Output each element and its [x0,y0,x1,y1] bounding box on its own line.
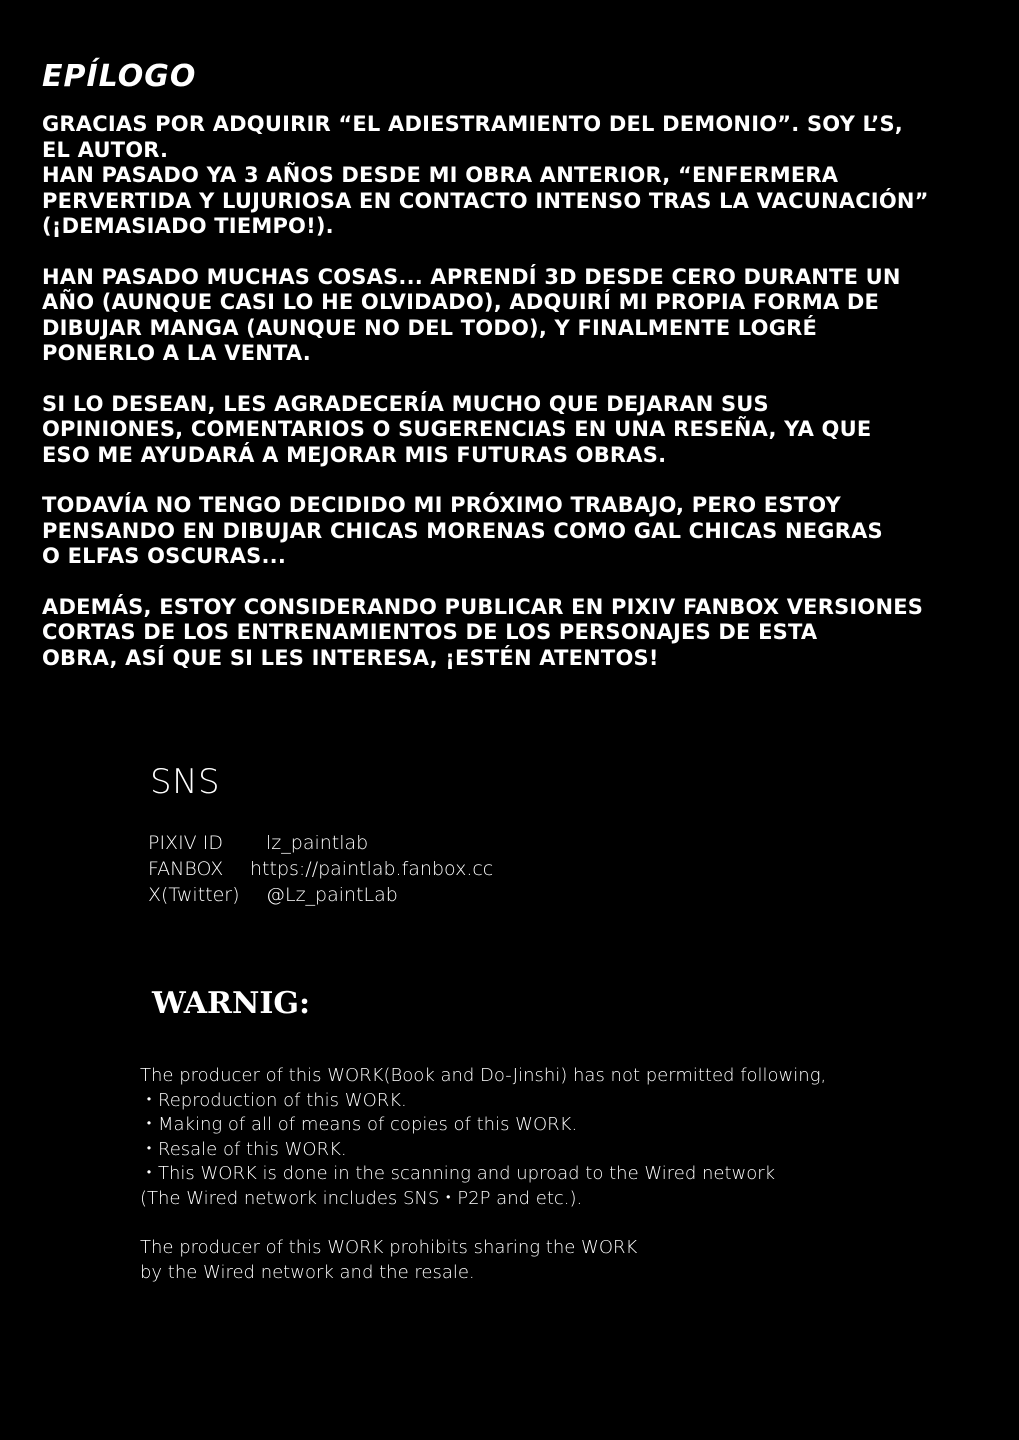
pixiv-id-value: lz_paintlab [266,832,369,854]
warning-line: The producer of this WORK prohibits sharing the WORK [140,1237,638,1258]
epilogue-paragraph-3 [42,392,977,469]
epilogue-title: EPÍLOGO [42,59,197,94]
fanbox-link[interactable]: https://paintlab.fanbox.cc [250,858,494,880]
sns-row-twitter [148,882,493,908]
warning-line: ・This WORK is done in the scanning and uproad to the Wired network [140,1163,776,1184]
sns-label: X(Twitter) [148,884,240,906]
text-line: OPINIONES, COMENTARIOS O SUGERENCIAS EN UNA RESEÑA, YA QUE [42,417,872,441]
epilogue-paragraph-1 [42,112,977,240]
warning-line: The producer of this WORK(Book and Do-Jinshi) has not permitted following, [140,1065,827,1086]
sns-row-pixiv [148,830,493,856]
warning-line: ・Resale of this WORK. [140,1138,347,1160]
text-line: PENSANDO EN DIBUJAR CHICAS MORENAS COMO GAL CHICAS NEGRAS [42,518,883,543]
text-line: SI LO DESEAN, LES AGRADECERÍA MUCHO QUE DEJARAN SUS [42,391,769,416]
text-line: OBRA, ASÍ QUE SI LES INTERESA, ¡ESTÉN ATENTOS! [42,645,659,670]
sns-label: PIXIV ID [148,832,223,854]
text-line: TODAVÍA NO TENGO DECIDIDO MI PRÓXIMO TRABAJO, PERO ESTOY [42,493,841,517]
text-line: PERVERTIDA Y LUJURIOSA EN CONTACTO INTENSO TRAS LA VACUNACIÓN” [42,188,929,213]
text-line: HAN PASADO MUCHAS COSAS... APRENDÍ 3D DESDE CERO DURANTE UN [42,264,901,289]
text-line: GRACIAS POR ADQUIRIR “EL ADIESTRAMIENTO DEL DEMONIO”. SOY L’S, [42,112,903,136]
sns-title: SNS [150,762,221,802]
epilogue-paragraph-2 [42,265,977,367]
text-line: AÑO (AUNQUE CASI LO HE OLVIDADO), ADQUIRÍ MI PROPIA FORMA DE [42,290,880,314]
text-line: ADEMÁS, ESTOY CONSIDERANDO PUBLICAR EN PIXIV FANBOX VERSIONES [42,594,924,619]
warning-section [140,982,826,1285]
warning-line: by the Wired network and the resale. [140,1261,475,1283]
sns-row-fanbox [148,856,493,882]
text-line: PONERLO A LA VENTA. [42,341,311,365]
text-line: HAN PASADO YA 3 AÑOS DESDE MI OBRA ANTERIOR, “ENFERMERA [42,163,839,187]
twitter-handle: @Lz_paintLab [266,884,398,906]
epilogue-section [42,58,977,696]
sns-label: FANBOX [148,858,224,880]
epilogue-paragraph-4 [42,493,977,570]
text-line: EL AUTOR. [42,137,169,162]
warning-line: ・Making of all of means of copies of this WORK. [140,1114,578,1135]
warning-line: (The Wired network includes SNS・P2P and etc.). [140,1187,583,1209]
epilogue-paragraph-5 [42,595,977,672]
text-line: (¡DEMASIADO TIEMPO!). [42,214,334,238]
text-line: DIBUJAR MANGA (AUNQUE NO DEL TODO), Y FINALMENTE LOGRÉ [42,315,818,340]
text-line: O ELFAS OSCURAS... [42,544,287,568]
spacer [140,1211,826,1236]
sns-section [148,760,493,908]
text-line: CORTAS DE LOS ENTRENAMIENTOS DE LOS PERSONAJES DE ESTA [42,620,818,644]
text-line: ESO ME AYUDARÁ A MEJORAR MIS FUTURAS OBRAS. [42,442,667,467]
warning-line: ・Reproduction of this WORK. [140,1089,407,1111]
warning-title: WARNIG: [152,986,311,1021]
